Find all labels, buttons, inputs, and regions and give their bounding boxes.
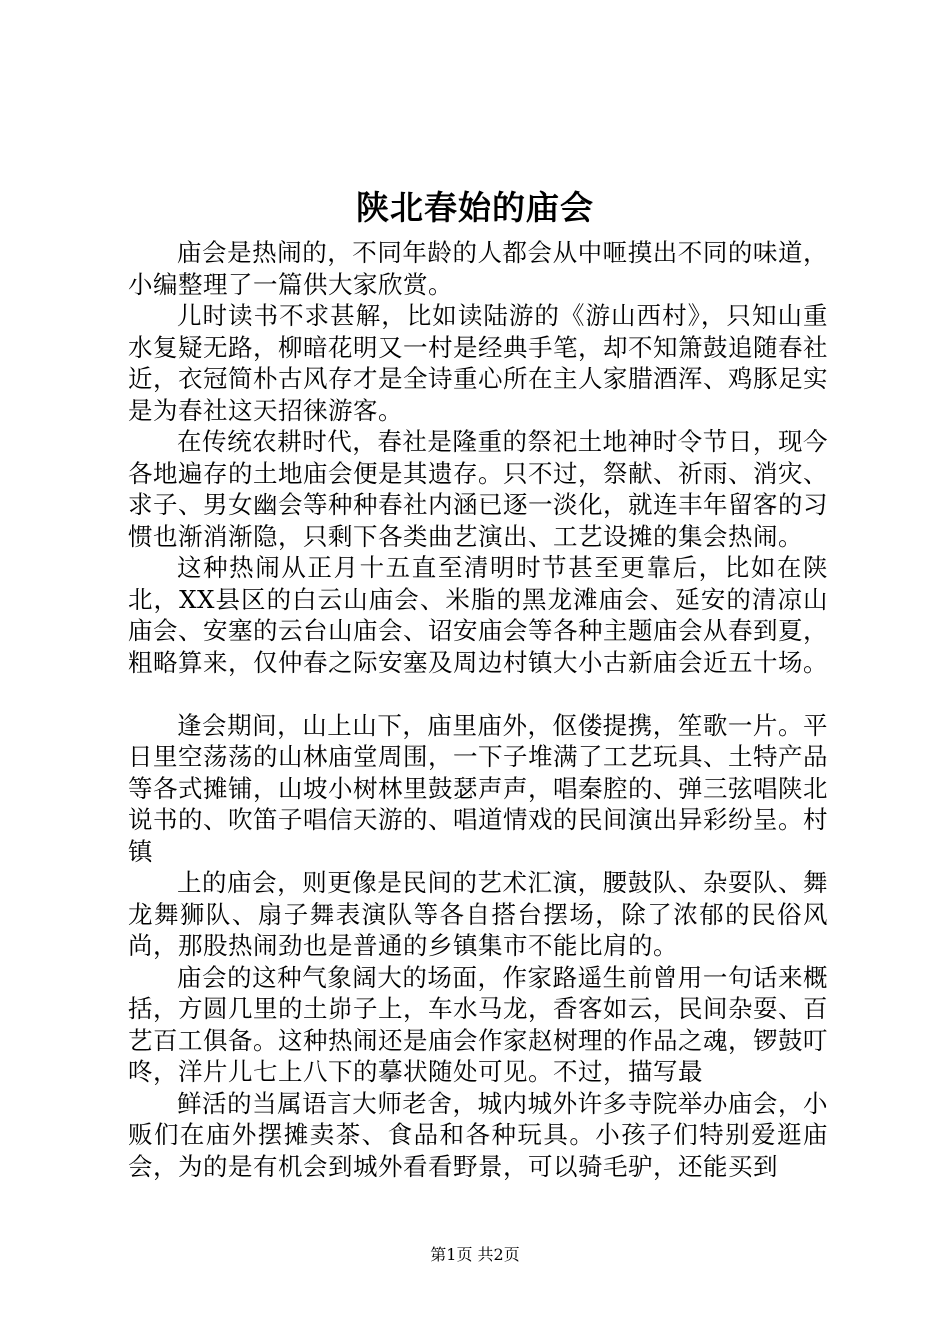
paragraph: 这种热闹从正月十五直至清明时节甚至更靠后，比如在陕北，XX县区的白云山庙会、米脂的黑龙滩庙会、延安的清凉山庙会、安塞的云台山庙会、诏安庙会等各种主题庙会从春到夏，粗略算来，仅仲春之际安塞及周边村镇大小古新庙会近五十场。 xyxy=(128,553,828,677)
paragraph: 上的庙会，则更像是民间的艺术汇演，腰鼓队、杂耍队、舞龙舞狮队、扇子舞表演队等各自搭台摆场，除了浓郁的民俗风尚，那股热闹劲也是普通的乡镇集市不能比肩的。 xyxy=(128,868,828,960)
paragraph-spacer xyxy=(128,678,828,710)
paragraph: 逢会期间，山上山下，庙里庙外，伛偻提携，笙歌一片。平日里空荡荡的山林庙堂周围，一下子堆满了工艺玩具、土特产品等各式摊铺，山坡小树林里鼓瑟声声，唱秦腔的、弹三弦唱陕北说书的、吹笛子唱信天游的、唱道情戏的民间演出异彩纷呈。村镇 xyxy=(128,710,828,866)
paragraph: 庙会是热闹的，不同年龄的人都会从中咂摸出不同的味道，小编整理了一篇供大家欣赏。 xyxy=(128,238,828,299)
paragraph: 儿时读书不求甚解，比如读陆游的《游山西村》，只知山重水复疑无路，柳暗花明又一村是经典手笔，却不知箫鼓追随春社近，衣冠简朴古风存才是全诗重心所在主人家腊酒浑、鸡豚足实是为春社这天招徕游客。 xyxy=(128,301,828,425)
page-footer: 第1页 共2页 xyxy=(430,1245,520,1264)
document-title: 陕北春始的庙会 xyxy=(356,188,594,227)
document-body xyxy=(128,237,828,1182)
paragraph: 庙会的这种气象阔大的场面，作家路遥生前曾用一句话来概括，方圆几里的土峁子上，车水马龙，香客如云，民间杂耍、百艺百工俱备。这种热闹还是庙会作家赵树理的作品之魂，锣鼓叮咚，洋片儿七上八下的摹状随处可见。不过，描写最 xyxy=(128,962,828,1086)
paragraph: 鲜活的当属语言大师老舍，城内城外许多寺院举办庙会，小贩们在庙外摆摊卖茶、食品和各种玩具。小孩子们特别爱逛庙会，为的是有机会到城外看看野景，可以骑毛驴，还能买到 xyxy=(128,1088,828,1181)
paragraph: 在传统农耕时代，春社是隆重的祭祀土地神时令节日，现今各地遍存的土地庙会便是其遗存。只不过，祭献、祈雨、消灾、求子、男女幽会等种种春社内涵已逐一淡化，就连丰年留客的习惯也渐消渐隐，只剩下各类曲艺演出、工艺设摊的集会热闹。 xyxy=(128,427,828,551)
